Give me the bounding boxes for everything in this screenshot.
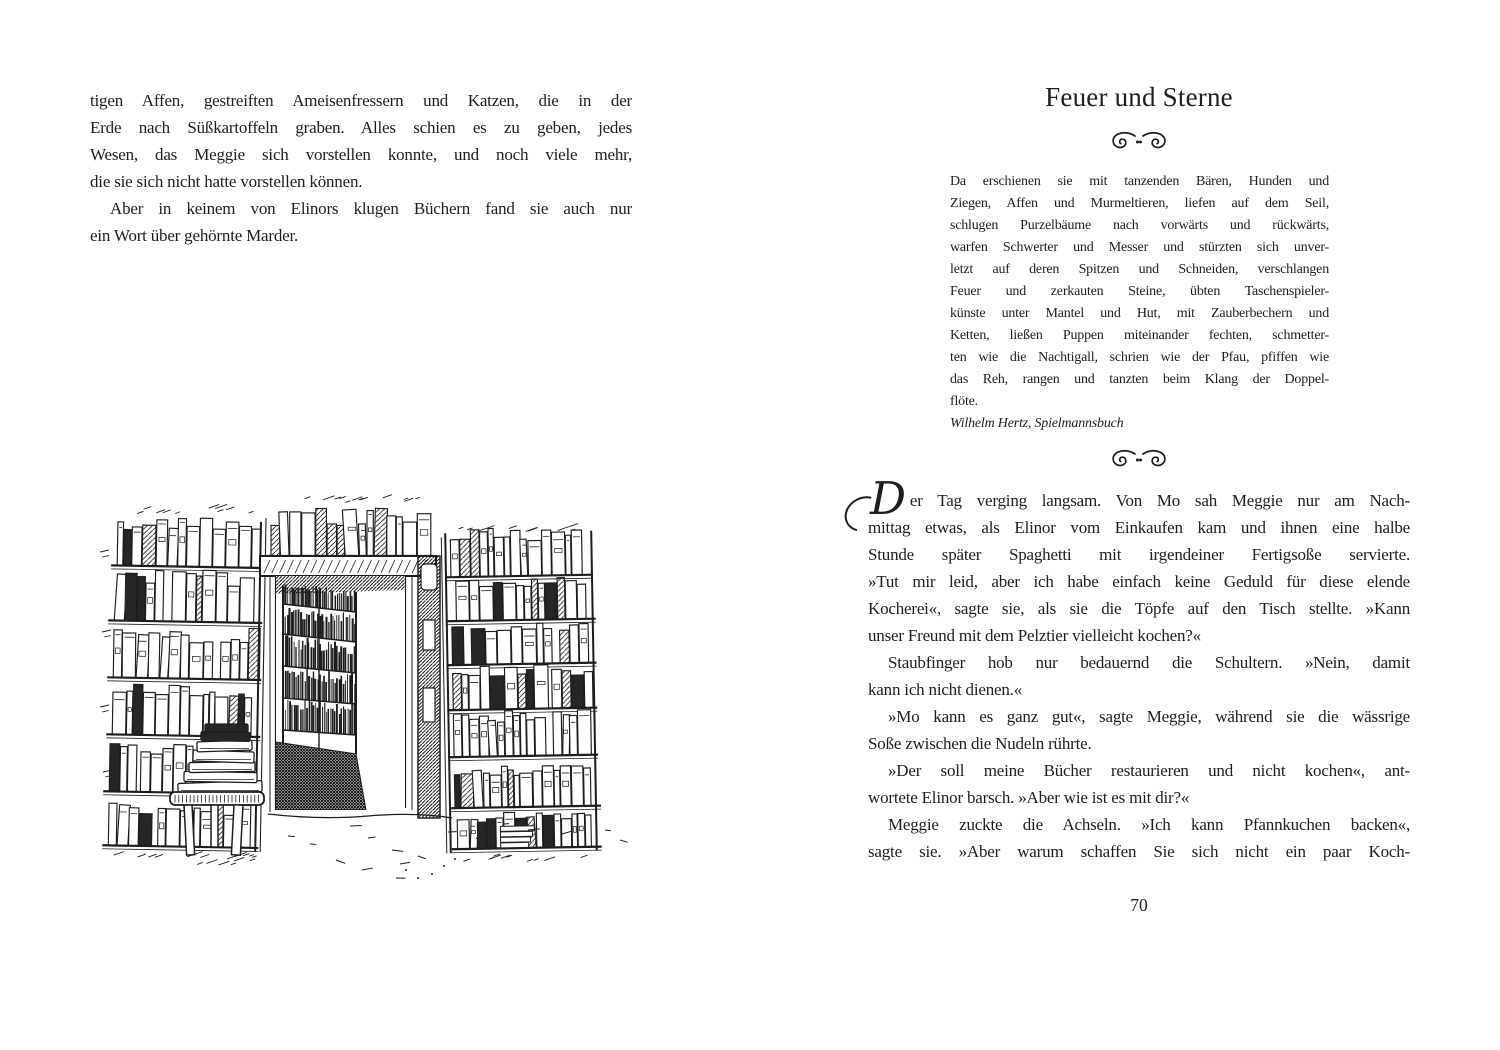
text-line: Kocherei«, sagte sie, als sie die Töpfe auf den Tisch stellte. »Kann (868, 599, 1410, 618)
text-line: schlugen Purzelbäume nach vorwärts und rückwärts, (950, 218, 1329, 233)
text-line: »Der soll meine Bücher restaurieren und nicht kochen«, ant- (888, 761, 1410, 780)
scroll-ornament-icon (1110, 131, 1168, 151)
door-interior (276, 576, 405, 810)
text-line: Erde nach Süßkartoffeln graben. Alles schien es zu geben, jedes (90, 118, 632, 137)
text-line: unser Freund mit dem Pelztier vielleicht kochen?« (868, 626, 1201, 645)
text-line: Wilhelm Hertz, Spielmannsbuch (950, 416, 1124, 431)
text-line: Meggie zuckte die Achseln. »Ich kann Pfannkuchen backen«, (888, 815, 1410, 834)
text-line: Staubfinger hob nur bedauernd die Schultern. »Nein, damit (888, 653, 1410, 672)
text-line: Soße zwischen die Nudeln rührte. (868, 734, 1092, 753)
chapter-title: Feuer und Sterne (1045, 82, 1233, 112)
text-line: das Reh, rangen und tanzten beim Klang der Doppel- (950, 372, 1329, 387)
text-line: Ketten, ließen Puppen miteinander fechten, schmetter- (950, 328, 1329, 343)
text-line: Stunde später Spaghetti mit irgendeiner Fertigsoße servierte. (868, 545, 1410, 564)
text-line: mittag etwas, als Elinor vom Einkaufen kam und ihnen eine halbe (868, 518, 1410, 537)
text-line: kann ich nicht dienen.« (868, 680, 1023, 699)
scroll-ornament-icon (1110, 449, 1168, 469)
body-text (868, 472, 1410, 865)
left-page-text (90, 87, 632, 249)
library-illustration (100, 492, 645, 887)
text-line: Der Tag verging langsam. Von Mo sah Meggie nur am Nach- (870, 472, 1410, 525)
text-line: Aber in keinem von Elinors klugen Büchern fand sie auch nur (110, 199, 632, 218)
text-line: flöte. (950, 394, 978, 409)
text-line: ein Wort über gehörnte Marder. (90, 226, 299, 245)
text-line: letzt auf deren Spitzen und Schneiden, verschlangen (950, 262, 1329, 277)
page-number: 70 (1130, 895, 1148, 915)
text-line: »Mo kann es ganz gut«, sagte Meggie, während sie die wässrige (888, 707, 1410, 726)
text-line: Ziegen, Affen und Murmeltieren, liefen auf dem Seil, (950, 196, 1329, 211)
text-line: sagte sie. »Aber warum schaffen Sie sich nicht ein paar Koch- (868, 842, 1410, 861)
text-line: tigen Affen, gestreiften Ameisenfressern und Katzen, die in der (90, 91, 632, 110)
text-line: Da erschienen sie mit tanzenden Bären, Hunden und (950, 174, 1329, 189)
text-line: wortete Elinor barsch. »Aber wie ist es mit dir?« (868, 788, 1190, 807)
text-line: warfen Schwerter und Messer und stürzten sich unver- (950, 240, 1329, 255)
text-line: Feuer und zerkauten Steine, übten Taschenspieler- (950, 284, 1329, 299)
text-line: die sie sich nicht hatte vorstellen können. (90, 172, 363, 191)
right-bookshelf (441, 527, 602, 854)
text-line: künste unter Mantel und Hut, mit Zauberbechern und (950, 306, 1329, 321)
ornament-row (868, 449, 1410, 474)
epigraph (950, 171, 1329, 435)
text-line: ten wie die Nachtigall, schrien wie der Pfau, pfiffen wie (950, 350, 1329, 365)
text-line: »Tut mir leid, aber ich habe einfach keine Geduld für diese elende (868, 572, 1410, 591)
ornament-row (868, 131, 1410, 156)
text-line: Wesen, das Meggie sich vorstellen konnte, und noch viele mehr, (90, 145, 632, 164)
